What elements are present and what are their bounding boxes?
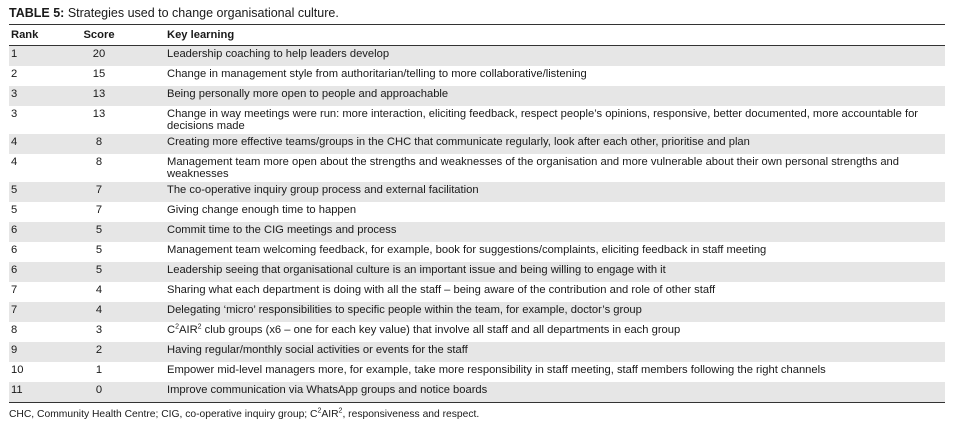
key-text-pre: C [167, 324, 176, 337]
table-row [9, 362, 945, 382]
cell-rank: 5 [11, 184, 18, 197]
cell-rank: 3 [11, 87, 18, 100]
cell-rank: 4 [11, 135, 18, 148]
header-key-learning: Key learning [127, 25, 945, 46]
cell-score: 8 [95, 155, 103, 168]
cell-key-learning: Change in way meetings were run: more interaction, eliciting feedback, respect people’s opinions, responsive, better documented, more accountable for decisions made [167, 107, 919, 132]
cell-score: 1 [95, 364, 103, 377]
key-text-mid: AIR [179, 324, 198, 337]
table-row [9, 134, 945, 154]
table-row [9, 106, 945, 134]
header-score: Score [71, 25, 127, 46]
cell-key-learning: Improve communication via WhatsApp groups and notice boards [127, 382, 945, 402]
table-row [9, 382, 945, 402]
table-row [9, 66, 945, 86]
cell-score: 15 [92, 67, 106, 80]
cell-key-learning: Empower mid-level managers more, for example, take more responsibility in staff meeting, staff members following the right channels [167, 364, 826, 377]
cell-key-learning: Leadership seeing that organisational culture is an important issue and being willing to engage with it [167, 264, 666, 277]
cell-score: 5 [95, 264, 103, 277]
cell-key-learning: Management team welcoming feedback, for example, book for suggestions/complaints, eliciting feedback in staff meeting [167, 244, 767, 257]
cell-key-learning: Creating more effective teams/groups in the CHC that communicate regularly, look after each other, prioritise and plan [167, 135, 750, 148]
cell-score: 7 [95, 184, 103, 197]
cell-score: 20 [92, 48, 106, 60]
cell-rank: 4 [11, 155, 18, 168]
cell-score: 13 [92, 87, 106, 100]
cell-rank: 2 [11, 67, 18, 80]
table-row [9, 154, 945, 182]
cell-key-learning: Sharing what each department is doing with all the staff – being aware of the contribution and role of other staff [167, 284, 716, 297]
cell-rank: 6 [11, 224, 18, 237]
key-text-sup: 2 [197, 323, 202, 331]
cell-score: 13 [92, 107, 106, 120]
cell-score: 5 [95, 224, 103, 237]
key-text-post: club groups (x6 – one for each key value) that involve all staff and all departments in each group [201, 324, 681, 337]
table-row [9, 86, 945, 106]
cell-rank: 10 [11, 364, 24, 377]
cell-score: 3 [95, 324, 103, 337]
cell-score: 4 [95, 284, 103, 297]
table-row [9, 322, 945, 342]
table-container [9, 6, 945, 420]
header-row [9, 25, 945, 46]
footnote-sup: 2 [338, 407, 343, 415]
footnote-pre: CHC, Community Health Centre; CIG, co-operative inquiry group; C [9, 408, 318, 420]
cell-rank: 3 [11, 107, 18, 120]
cell-key-learning: Having regular/monthly social activities or events for the staff [167, 344, 468, 357]
caption-text: Strategies used to change organisational culture. [67, 6, 339, 20]
cell-rank: 7 [11, 304, 18, 317]
cell-key-learning: Being personally more open to people and approachable [167, 87, 449, 100]
cell-key-learning: Leadership coaching to help leaders develop [167, 48, 390, 60]
footnote-mid: AIR [321, 408, 339, 420]
table-row [9, 342, 945, 362]
cell-score: 2 [95, 344, 103, 357]
cell-rank: 1 [11, 48, 18, 60]
key-text-sup: 2 [175, 323, 179, 331]
cell-key-learning: Giving change enough time to happen [167, 204, 357, 217]
table-footnote [9, 409, 945, 420]
footnote-post: , responsiveness and respect. [342, 408, 480, 420]
strategies-table [9, 24, 945, 403]
cell-key-learning: Management team more open about the strengths and weaknesses of the organisation and more vulnerable about their own personal strengths and weaknesses [167, 155, 900, 181]
cell-score: 7 [95, 204, 103, 217]
footnote-sup: 2 [317, 407, 322, 415]
cell-key-learning: The co-operative inquiry group process and external facilitation [167, 184, 479, 197]
table-caption [9, 6, 945, 21]
cell-score: 5 [95, 244, 103, 257]
table-row [9, 46, 945, 66]
caption-label: TABLE 5: [9, 6, 65, 20]
cell-rank: 11 [9, 382, 71, 402]
cell-key-learning: Delegating ‘micro’ responsibilities to specific people within the team, for example, doctor’s group [167, 304, 642, 317]
table-row [9, 282, 945, 302]
table-row [9, 262, 945, 282]
header-rank: Rank [9, 25, 71, 46]
cell-rank: 5 [11, 204, 18, 217]
cell-rank: 6 [11, 264, 18, 277]
table-row [9, 302, 945, 322]
table-row [9, 182, 945, 202]
cell-rank: 9 [11, 344, 18, 357]
cell-score: 8 [95, 135, 103, 148]
cell-rank: 7 [11, 284, 18, 297]
cell-rank: 8 [11, 324, 18, 337]
table-row [9, 242, 945, 262]
cell-score: 4 [95, 304, 103, 317]
cell-score: 0 [71, 382, 127, 402]
cell-rank: 6 [11, 244, 18, 257]
table-row [9, 222, 945, 242]
cell-key-learning [127, 322, 945, 342]
table-row [9, 202, 945, 222]
cell-key-learning: Commit time to the CIG meetings and process [167, 224, 397, 237]
cell-key-learning: Change in management style from authoritarian/telling to more collaborative/listening [167, 67, 587, 80]
